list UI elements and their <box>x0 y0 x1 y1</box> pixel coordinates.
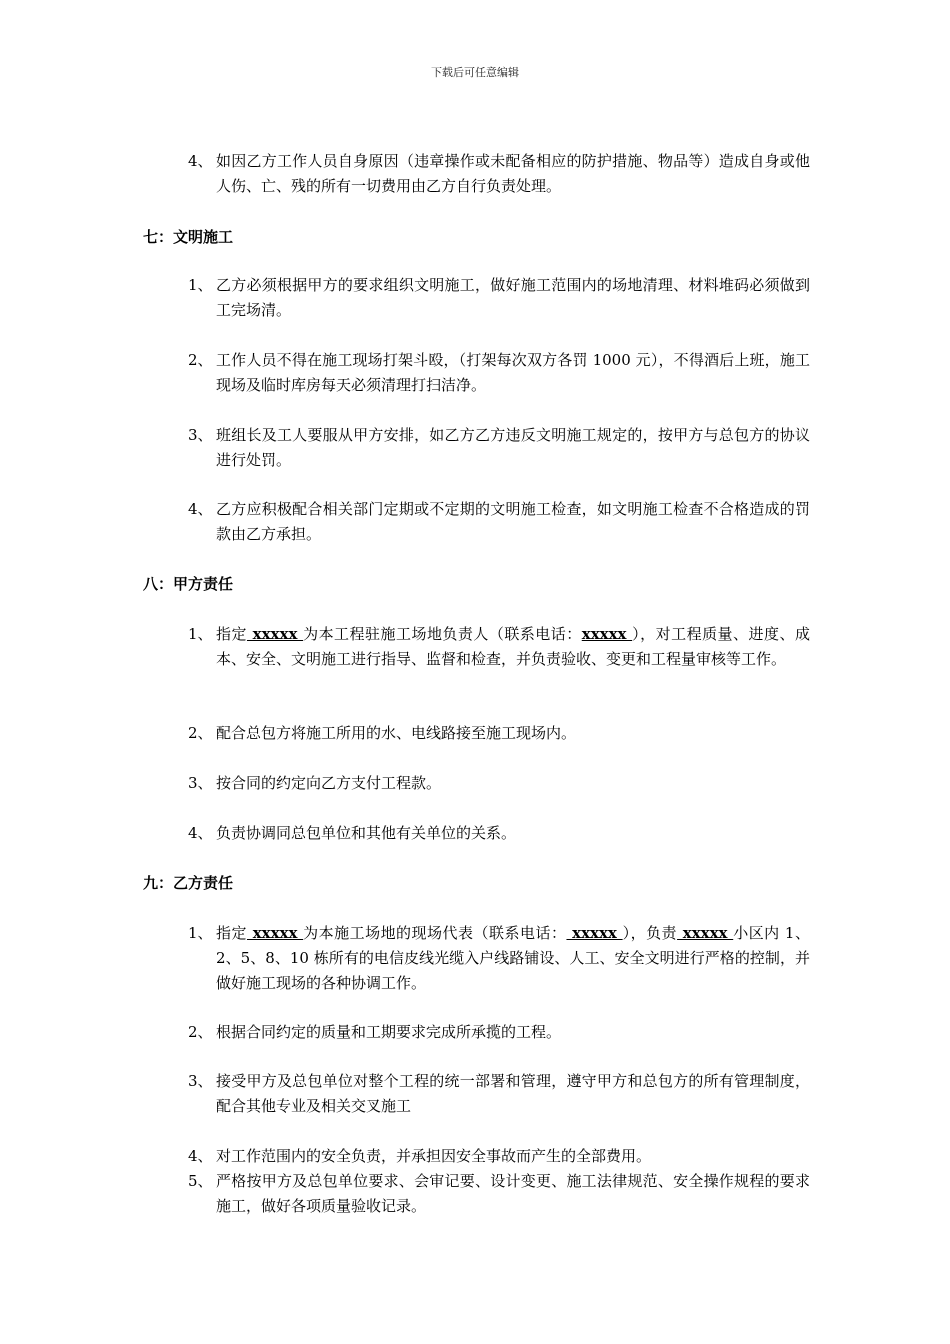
clause-number: 3、 <box>188 426 213 444</box>
clause-text-part: 为本施工场地的现场代表（联系电话： <box>303 924 567 942</box>
clause-number: 3、 <box>188 774 213 792</box>
clause-number: 2、 <box>188 351 213 369</box>
clause-text: 如因乙方工作人员自身原因（违章操作或未配备相应的防护措施、物品等）造成自身或他人伤、亡、残的所有一切费用由乙方自行负责处理。 <box>216 152 810 195</box>
clause-text: 乙方必须根据甲方的要求组织文明施工，做好施工范围内的场地清理、材料堆码必须做到工完场清。 <box>216 276 810 319</box>
clause-text: 按合同的约定向乙方支付工程款。 <box>216 774 442 792</box>
clause-9-4 <box>188 1144 810 1169</box>
blank-phone-number: xxxxx <box>581 625 633 643</box>
clause-8-2 <box>188 721 810 746</box>
clause-9-5 <box>188 1169 810 1219</box>
clause-text-part: 小区内 1、2、5、8、10 栋所有的电信皮线光缆入户线路铺设、人工、安全文明进行严格的控制，并做好施工现场的各种协调工作。 <box>216 924 810 992</box>
clause-number: 3、 <box>188 1072 213 1090</box>
clause-text-part: 指定 <box>216 924 247 942</box>
clause-text-part: ），对工程质量、进度、成本、安全、文明施工进行指导、监督和检查，并负责验收、变更和工程量审核等工作。 <box>216 625 810 668</box>
clause-6-4 <box>188 149 810 199</box>
clause-7-1 <box>188 273 810 323</box>
clause-7-4 <box>188 497 810 547</box>
clause-8-3 <box>188 771 810 796</box>
section-heading-9: 九：乙方责任 <box>143 874 234 892</box>
section-heading-8: 八：甲方责任 <box>143 575 234 593</box>
blank-person-name: xxxxx <box>246 625 304 643</box>
clause-text-part: 指定 <box>216 625 247 643</box>
clause-text: 根据合同约定的质量和工期要求完成所承揽的工程。 <box>216 1023 562 1041</box>
clause-text: 乙方应积极配合相关部门定期或不定期的文明施工检查，如文明施工检查不合格造成的罚款由乙方承担。 <box>216 500 810 543</box>
blank-person-name: xxxxx <box>246 924 304 942</box>
clause-9-1 <box>188 921 810 996</box>
clause-9-3 <box>188 1069 810 1119</box>
clause-text: 负责协调同总包单位和其他有关单位的关系。 <box>216 824 517 842</box>
clause-number: 2、 <box>188 1023 213 1041</box>
clause-number: 4、 <box>188 824 213 842</box>
clause-8-4 <box>188 821 810 846</box>
clause-number: 4、 <box>188 1147 213 1165</box>
section-heading-7: 七：文明施工 <box>143 228 234 246</box>
blank-phone-number: xxxxx <box>566 924 623 942</box>
clause-8-1 <box>188 622 810 672</box>
clause-number: 1、 <box>188 276 213 294</box>
clause-text: 配合总包方将施工所用的水、电线路接至施工现场内。 <box>216 724 577 742</box>
clause-7-3 <box>188 423 810 473</box>
clause-9-2 <box>188 1020 810 1045</box>
clause-text-part: ），负责 <box>622 924 678 942</box>
clause-text <box>188 921 810 996</box>
clause-text-part: 为本工程驻施工场地负责人（联系电话： <box>303 625 582 643</box>
clause-text: 工作人员不得在施工现场打架斗殴，（打架每次双方各罚 1000 元），不得酒后上班，施工现场及临时库房每天必须清理打扫洁净。 <box>216 351 810 394</box>
clause-number: 4、 <box>188 152 213 170</box>
clause-text: 接受甲方及总包单位对整个工程的统一部署和管理，遵守甲方和总包方的所有管理制度，配合其他专业及相关交叉施工 <box>216 1072 810 1115</box>
clause-text <box>188 622 810 672</box>
clause-7-2 <box>188 348 810 398</box>
clause-number: 2、 <box>188 724 213 742</box>
clause-text: 班组长及工人要服从甲方安排，如乙方乙方违反文明施工规定的，按甲方与总包方的协议进行处罚。 <box>216 426 810 469</box>
page-header-note: 下载后可任意编辑 <box>431 66 519 79</box>
blank-community-name: xxxxx <box>677 924 734 942</box>
clause-number: 4、 <box>188 500 213 518</box>
clause-number: 1、 <box>188 625 213 643</box>
clause-text: 严格按甲方及总包单位要求、会审记要、设计变更、施工法律规范、安全操作规程的要求施工，做好各项质量验收记录。 <box>216 1172 810 1215</box>
clause-number: 5、 <box>188 1172 213 1190</box>
clause-text: 对工作范围内的安全负责，并承担因安全事故而产生的全部费用。 <box>216 1147 652 1165</box>
clause-number: 1、 <box>188 924 213 942</box>
